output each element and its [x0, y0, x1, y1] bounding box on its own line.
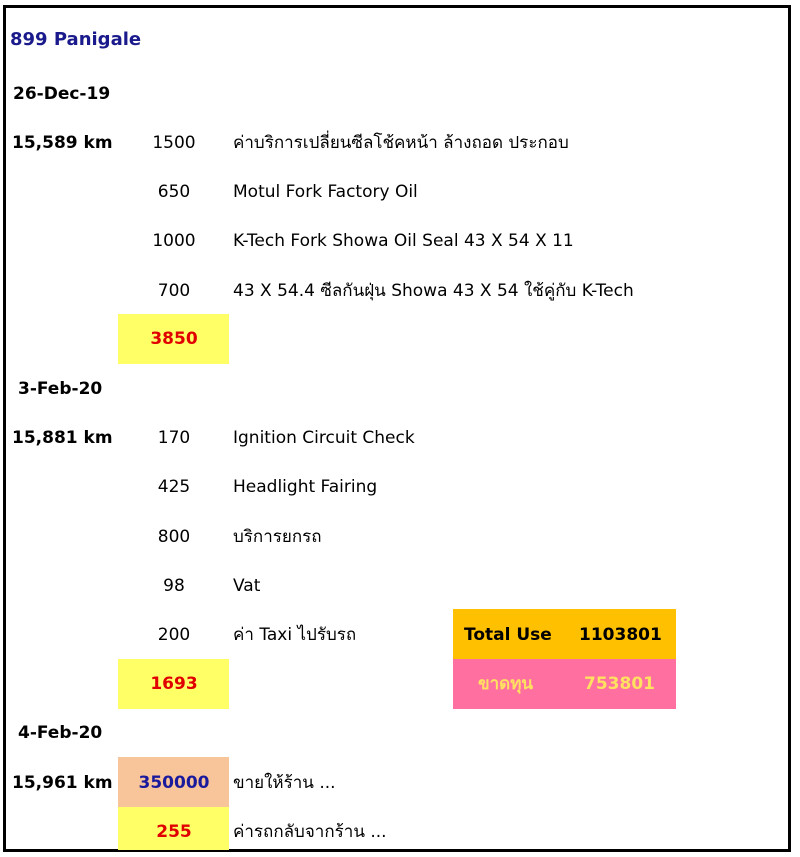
entry1-item-amount: 700 — [157, 281, 191, 301]
entry2-km: 15,881 km — [12, 428, 113, 448]
total-use-value: 1103801 — [579, 625, 662, 645]
entry2-item-amount: 170 — [157, 428, 191, 448]
loss-value: 753801 — [584, 674, 655, 694]
taxi-amount: 255 — [156, 822, 192, 842]
sheet-title: 899 Panigale — [10, 29, 142, 50]
entry1-date: 26-Dec-19 — [13, 84, 111, 104]
loss-label: ขาดทุน — [478, 674, 534, 694]
entry2-item-amount: 425 — [157, 477, 191, 497]
entry2-subtotal: 1693 — [150, 674, 198, 694]
entry2-item-desc: บริการยกรถ — [233, 527, 322, 547]
entry1-item-desc: Motul Fork Factory Oil — [233, 182, 418, 202]
sale-desc: ขายให้ร้าน ... — [233, 773, 336, 793]
entry1-km: 15,589 km — [12, 133, 113, 153]
entry2-date: 3-Feb-20 — [18, 379, 103, 399]
entry1-item-amount: 1500 — [152, 133, 196, 153]
entry2-item-desc: ค่า Taxi ไปรับรถ — [233, 625, 357, 645]
entry1-item-amount: 650 — [157, 182, 191, 202]
entry2-item-desc: Ignition Circuit Check — [233, 428, 415, 448]
entry3-date: 4-Feb-20 — [18, 723, 103, 743]
total-use-label: Total Use — [464, 625, 552, 645]
entry2-item-desc: Headlight Fairing — [233, 477, 378, 497]
entry1-item-desc: 43 X 54.4 ซีลกันฝุ่น Showa 43 X 54 ใช้คู่กับ K-Tech — [233, 281, 634, 301]
entry1-item-desc: K-Tech Fork Showa Oil Seal 43 X 54 X 11 — [233, 231, 574, 251]
taxi-desc: ค่ารถกลับจากร้าน ... — [233, 822, 387, 842]
sale-amount: 350000 — [138, 773, 210, 793]
entry2-item-amount: 800 — [157, 527, 191, 547]
entry1-item-amount: 1000 — [152, 231, 196, 251]
entry2-item-amount: 98 — [163, 576, 185, 596]
entry3-km: 15,961 km — [12, 773, 113, 793]
entry1-subtotal: 3850 — [150, 329, 198, 349]
entry2-item-amount: 200 — [157, 625, 191, 645]
entry2-item-desc: Vat — [233, 576, 261, 596]
entry1-item-desc: ค่าบริการเปลี่ยนซีลโช้คหน้า ล้างถอด ประกอบ — [233, 133, 569, 153]
